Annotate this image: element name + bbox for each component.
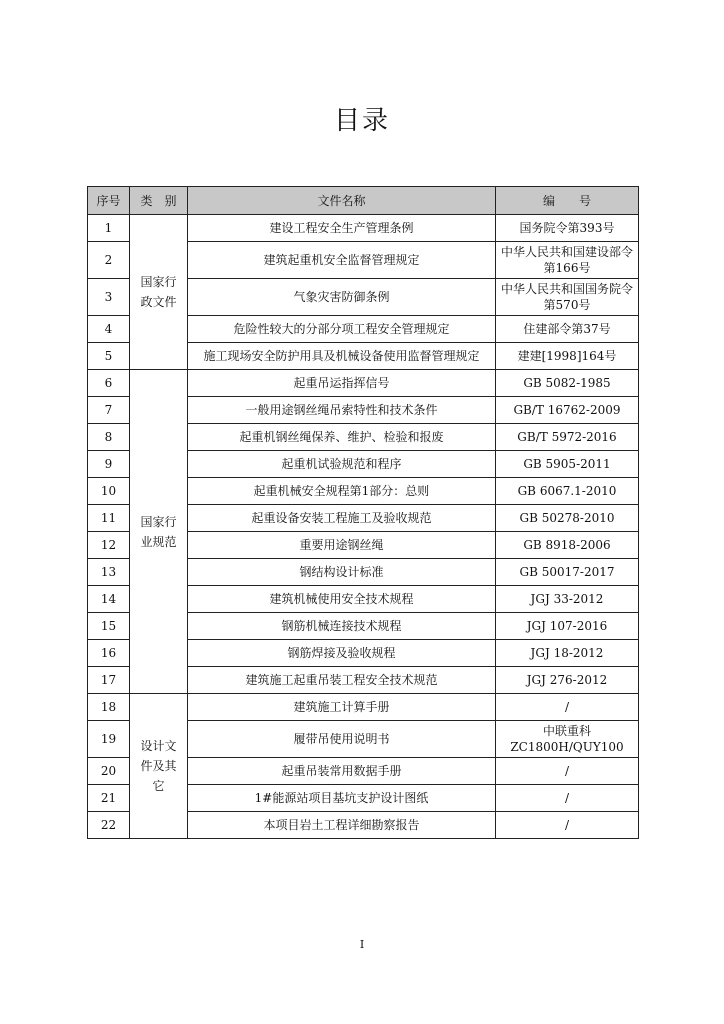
code-cell: / xyxy=(496,785,639,812)
file-name-cell: 一般用途钢丝绳吊索特性和技术条件 xyxy=(188,397,496,424)
code-cell: GB 50278-2010 xyxy=(496,505,639,532)
header-code: 编 号 xyxy=(496,187,639,215)
row-number: 9 xyxy=(88,451,130,478)
table-row xyxy=(88,215,639,242)
code-cell: GB/T 5972-2016 xyxy=(496,424,639,451)
file-name-cell: 起重吊装常用数据手册 xyxy=(188,758,496,785)
code-cell: GB/T 16762-2009 xyxy=(496,397,639,424)
code-cell: JGJ 18-2012 xyxy=(496,640,639,667)
code-cell: / xyxy=(496,758,639,785)
table-row xyxy=(88,694,639,721)
row-number: 4 xyxy=(88,316,130,343)
row-number: 19 xyxy=(88,721,130,758)
catalog-table xyxy=(87,186,639,839)
code-cell: GB 8918-2006 xyxy=(496,532,639,559)
row-number: 13 xyxy=(88,559,130,586)
file-name-cell: 建筑机械使用安全技术规程 xyxy=(188,586,496,613)
row-number: 7 xyxy=(88,397,130,424)
row-number: 5 xyxy=(88,343,130,370)
category-cell: 国家行业规范 xyxy=(130,370,188,694)
category-cell: 国家行政文件 xyxy=(130,215,188,370)
header-number: 序号 xyxy=(88,187,130,215)
file-name-cell: 起重设备安装工程施工及验收规范 xyxy=(188,505,496,532)
row-number: 3 xyxy=(88,279,130,316)
category-cell: 设计文件及其它 xyxy=(130,694,188,839)
row-number: 1 xyxy=(88,215,130,242)
code-cell: / xyxy=(496,694,639,721)
code-cell: GB 6067.1-2010 xyxy=(496,478,639,505)
file-name-cell: 重要用途钢丝绳 xyxy=(188,532,496,559)
code-cell: GB 5905-2011 xyxy=(496,451,639,478)
file-name-cell: 钢筋焊接及验收规程 xyxy=(188,640,496,667)
file-name-cell: 1#能源站项目基坑支护设计图纸 xyxy=(188,785,496,812)
page-number: I xyxy=(359,938,365,951)
file-name-cell: 气象灾害防御条例 xyxy=(188,279,496,316)
row-number: 15 xyxy=(88,613,130,640)
file-name-cell: 本项目岩土工程详细勘察报告 xyxy=(188,812,496,839)
code-cell: JGJ 276-2012 xyxy=(496,667,639,694)
code-cell: / xyxy=(496,812,639,839)
file-name-cell: 危险性较大的分部分项工程安全管理规定 xyxy=(188,316,496,343)
code-cell: JGJ 107-2016 xyxy=(496,613,639,640)
file-name-cell: 起重机械安全规程第1部分：总则 xyxy=(188,478,496,505)
file-name-cell: 起重吊运指挥信号 xyxy=(188,370,496,397)
file-name-cell: 钢筋机械连接技术规程 xyxy=(188,613,496,640)
file-name-cell: 钢结构设计标准 xyxy=(188,559,496,586)
row-number: 11 xyxy=(88,505,130,532)
header-file-name: 文件名称 xyxy=(188,187,496,215)
code-cell: 建建[1998]164号 xyxy=(496,343,639,370)
code-cell: 中华人民共和国国务院令第570号 xyxy=(496,279,639,316)
row-number: 14 xyxy=(88,586,130,613)
code-cell: GB 50017-2017 xyxy=(496,559,639,586)
row-number: 6 xyxy=(88,370,130,397)
file-name-cell: 建筑施工起重吊装工程安全技术规范 xyxy=(188,667,496,694)
file-name-cell: 履带吊使用说明书 xyxy=(188,721,496,758)
code-cell: JGJ 33-2012 xyxy=(496,586,639,613)
code-cell: 国务院令第393号 xyxy=(496,215,639,242)
file-name-cell: 起重机试验规范和程序 xyxy=(188,451,496,478)
row-number: 12 xyxy=(88,532,130,559)
header-category: 类 别 xyxy=(130,187,188,215)
code-cell: 中联重科ZC1800H/QUY100 xyxy=(496,721,639,758)
row-number: 20 xyxy=(88,758,130,785)
row-number: 17 xyxy=(88,667,130,694)
row-number: 10 xyxy=(88,478,130,505)
table-row xyxy=(88,370,639,397)
file-name-cell: 施工现场安全防护用具及机械设备使用监督管理规定 xyxy=(188,343,496,370)
code-cell: 中华人民共和国建设部令第166号 xyxy=(496,242,639,279)
code-cell: 住建部令第37号 xyxy=(496,316,639,343)
row-number: 16 xyxy=(88,640,130,667)
file-name-cell: 建设工程安全生产管理条例 xyxy=(188,215,496,242)
row-number: 21 xyxy=(88,785,130,812)
file-name-cell: 建筑起重机安全监督管理规定 xyxy=(188,242,496,279)
row-number: 2 xyxy=(88,242,130,279)
table-header-row xyxy=(88,187,639,215)
table-body xyxy=(88,215,639,839)
file-name-cell: 建筑施工计算手册 xyxy=(188,694,496,721)
row-number: 8 xyxy=(88,424,130,451)
file-name-cell: 起重机钢丝绳保养、维护、检验和报废 xyxy=(188,424,496,451)
row-number: 22 xyxy=(88,812,130,839)
document-title: 目录 xyxy=(333,106,390,136)
code-cell: GB 5082-1985 xyxy=(496,370,639,397)
row-number: 18 xyxy=(88,694,130,721)
